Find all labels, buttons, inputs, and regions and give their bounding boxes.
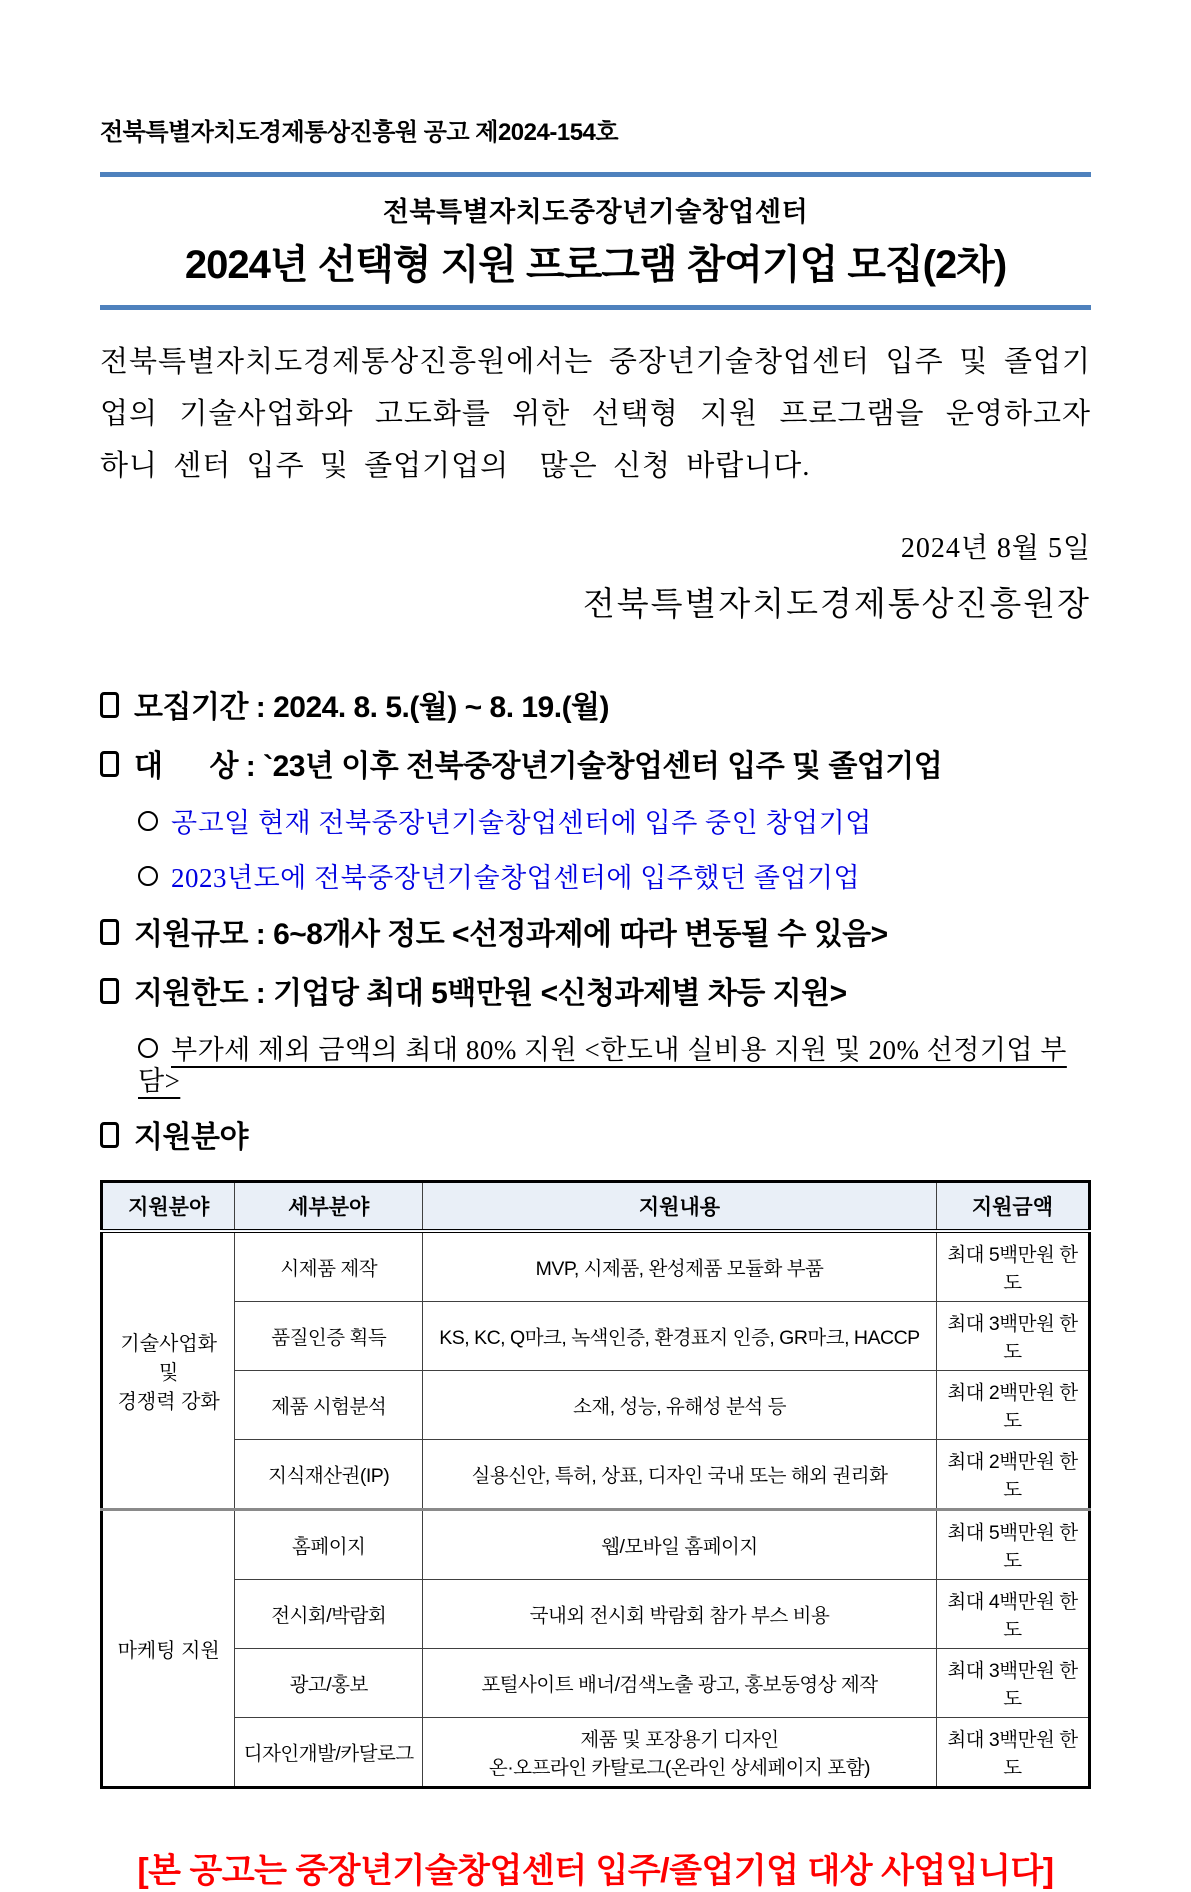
table-row [102, 1648, 1090, 1717]
category-cell: 마케팅 지원 [102, 1509, 235, 1787]
column-header-field: 지원분야 [102, 1181, 235, 1231]
amount-cell: 최대 3백만원 한도 [936, 1648, 1089, 1717]
amount-cell: 최대 2백만원 한도 [936, 1370, 1089, 1439]
intro-paragraph: 전북특별자치도경제통상진흥원에서는 중장년기술창업센터 입주 및 졸업기업의 기술사업화와 고도화를 위한 선택형 지원 프로그램을 운영하고자 하니 센터 입주 및 졸업기업의 많은 신청 바랍니다. [100, 346, 1091, 482]
column-header-subfield: 세부분야 [235, 1181, 423, 1231]
list-item-text: 지원한도 : 기업당 최대 5백만원 <신청과제별 차등 지원> [134, 976, 847, 1010]
list-item-eligible-graduate [138, 863, 1091, 894]
square-bullet-icon [100, 1122, 119, 1148]
amount-cell: 최대 5백만원 한도 [936, 1509, 1089, 1579]
info-list [100, 691, 1091, 1156]
content-cell: KS, KC, Q마크, 녹색인증, 환경표지 인증, GR마크, HACCP [423, 1301, 937, 1370]
list-item-support-scale [100, 918, 1091, 953]
list-item-eligible-tenant [138, 808, 1091, 839]
subfield-cell: 품질인증 획득 [235, 1301, 423, 1370]
list-item-text: 지원규모 : 6~8개사 정도 <선정과제에 따라 변동될 수 있음> [134, 918, 888, 952]
list-item-support-field [100, 1121, 1091, 1156]
column-header-amount: 지원금액 [936, 1181, 1089, 1231]
top-divider [100, 172, 1091, 177]
subfield-cell: 지식재산권(IP) [235, 1439, 423, 1509]
list-item-vat-note [138, 1035, 1091, 1097]
content-cell: 웹/모바일 홈페이지 [423, 1509, 937, 1579]
content-cell: 국내외 전시회 박람회 참가 부스 비용 [423, 1579, 937, 1648]
list-item-text: 부가세 제외 금액의 최대 80% 지원 <한도내 실비용 지원 및 20% 선정기업 부담> [138, 1035, 1067, 1097]
category-cell: 기술사업화 및 경쟁력 강화 [102, 1231, 235, 1510]
signer-name: 전북특별자치도경제통상진흥원장 [582, 587, 1091, 623]
square-bullet-icon [100, 692, 119, 718]
subfield-cell: 홈페이지 [235, 1509, 423, 1579]
list-item-text: 2023년도에 전북중장년기술창업센터에 입주했던 졸업기업 [171, 863, 861, 894]
subfield-cell: 제품 시험분석 [235, 1370, 423, 1439]
subfield-cell: 디자인개발/카달로그 [235, 1717, 423, 1787]
content-cell: 제품 및 포장용기 디자인 온·오프라인 카탈로그(온라인 상세페이지 포함) [423, 1717, 937, 1787]
column-header-content: 지원내용 [423, 1181, 937, 1231]
list-item-recruit-period [100, 691, 1091, 726]
subfield-cell: 광고/홍보 [235, 1648, 423, 1717]
circle-bullet-icon [138, 866, 158, 886]
list-item-text: 대 상 : `23년 이후 전북중장년기술창업센터 입주 및 졸업기업 [134, 749, 943, 783]
content-cell: MVP, 시제품, 완성제품 모듈화 부품 [423, 1231, 937, 1302]
announcement-date: 2024년 8월 5일 [900, 533, 1091, 564]
support-table [100, 1180, 1091, 1789]
amount-cell: 최대 2백만원 한도 [936, 1439, 1089, 1509]
table-row [102, 1509, 1090, 1579]
list-item-support-limit [100, 977, 1091, 1012]
content-cell: 실용신안, 특허, 상표, 디자인 국내 또는 해외 권리화 [423, 1439, 937, 1509]
title-bottom-divider [100, 305, 1091, 310]
content-cell: 소재, 성능, 유해성 분석 등 [423, 1370, 937, 1439]
square-bullet-icon [100, 751, 119, 777]
amount-cell: 최대 3백만원 한도 [936, 1301, 1089, 1370]
table-row [102, 1439, 1090, 1509]
notice-number: 전북특별자치도경제통상진흥원 공고 제2024-154호 [100, 119, 619, 146]
list-item-text: 모집기간 : 2024. 8. 5.(월) ~ 8. 19.(월) [134, 691, 610, 724]
square-bullet-icon [100, 978, 119, 1004]
table-row [102, 1231, 1090, 1302]
subfield-cell: 시제품 제작 [235, 1231, 423, 1302]
content-cell: 포털사이트 배너/검색노출 광고, 홍보동영상 제작 [423, 1648, 937, 1717]
amount-cell: 최대 3백만원 한도 [936, 1717, 1089, 1787]
footer-notice: [본 공고는 중장년기술창업센터 입주/졸업기업 대상 사업입니다] [137, 1851, 1054, 1890]
list-item-target [100, 750, 1091, 785]
table-row [102, 1579, 1090, 1648]
circle-bullet-icon [138, 1038, 158, 1058]
table-row [102, 1717, 1090, 1787]
list-item-text: 지원분야 [134, 1121, 248, 1155]
table-row [102, 1301, 1090, 1370]
page-title: 2024년 선택형 지원 프로그램 참여기업 모집(2차) [184, 243, 1007, 287]
circle-bullet-icon [138, 811, 158, 831]
amount-cell: 최대 5백만원 한도 [936, 1231, 1089, 1302]
amount-cell: 최대 4백만원 한도 [936, 1579, 1089, 1648]
subfield-cell: 전시회/박람회 [235, 1579, 423, 1648]
list-item-text: 공고일 현재 전북중장년기술창업센터에 입주 중인 창업기업 [171, 808, 872, 838]
table-header-row [102, 1181, 1090, 1231]
center-name: 전북특별자치도중장년기술창업센터 [382, 197, 809, 227]
square-bullet-icon [100, 919, 119, 945]
table-row [102, 1370, 1090, 1439]
